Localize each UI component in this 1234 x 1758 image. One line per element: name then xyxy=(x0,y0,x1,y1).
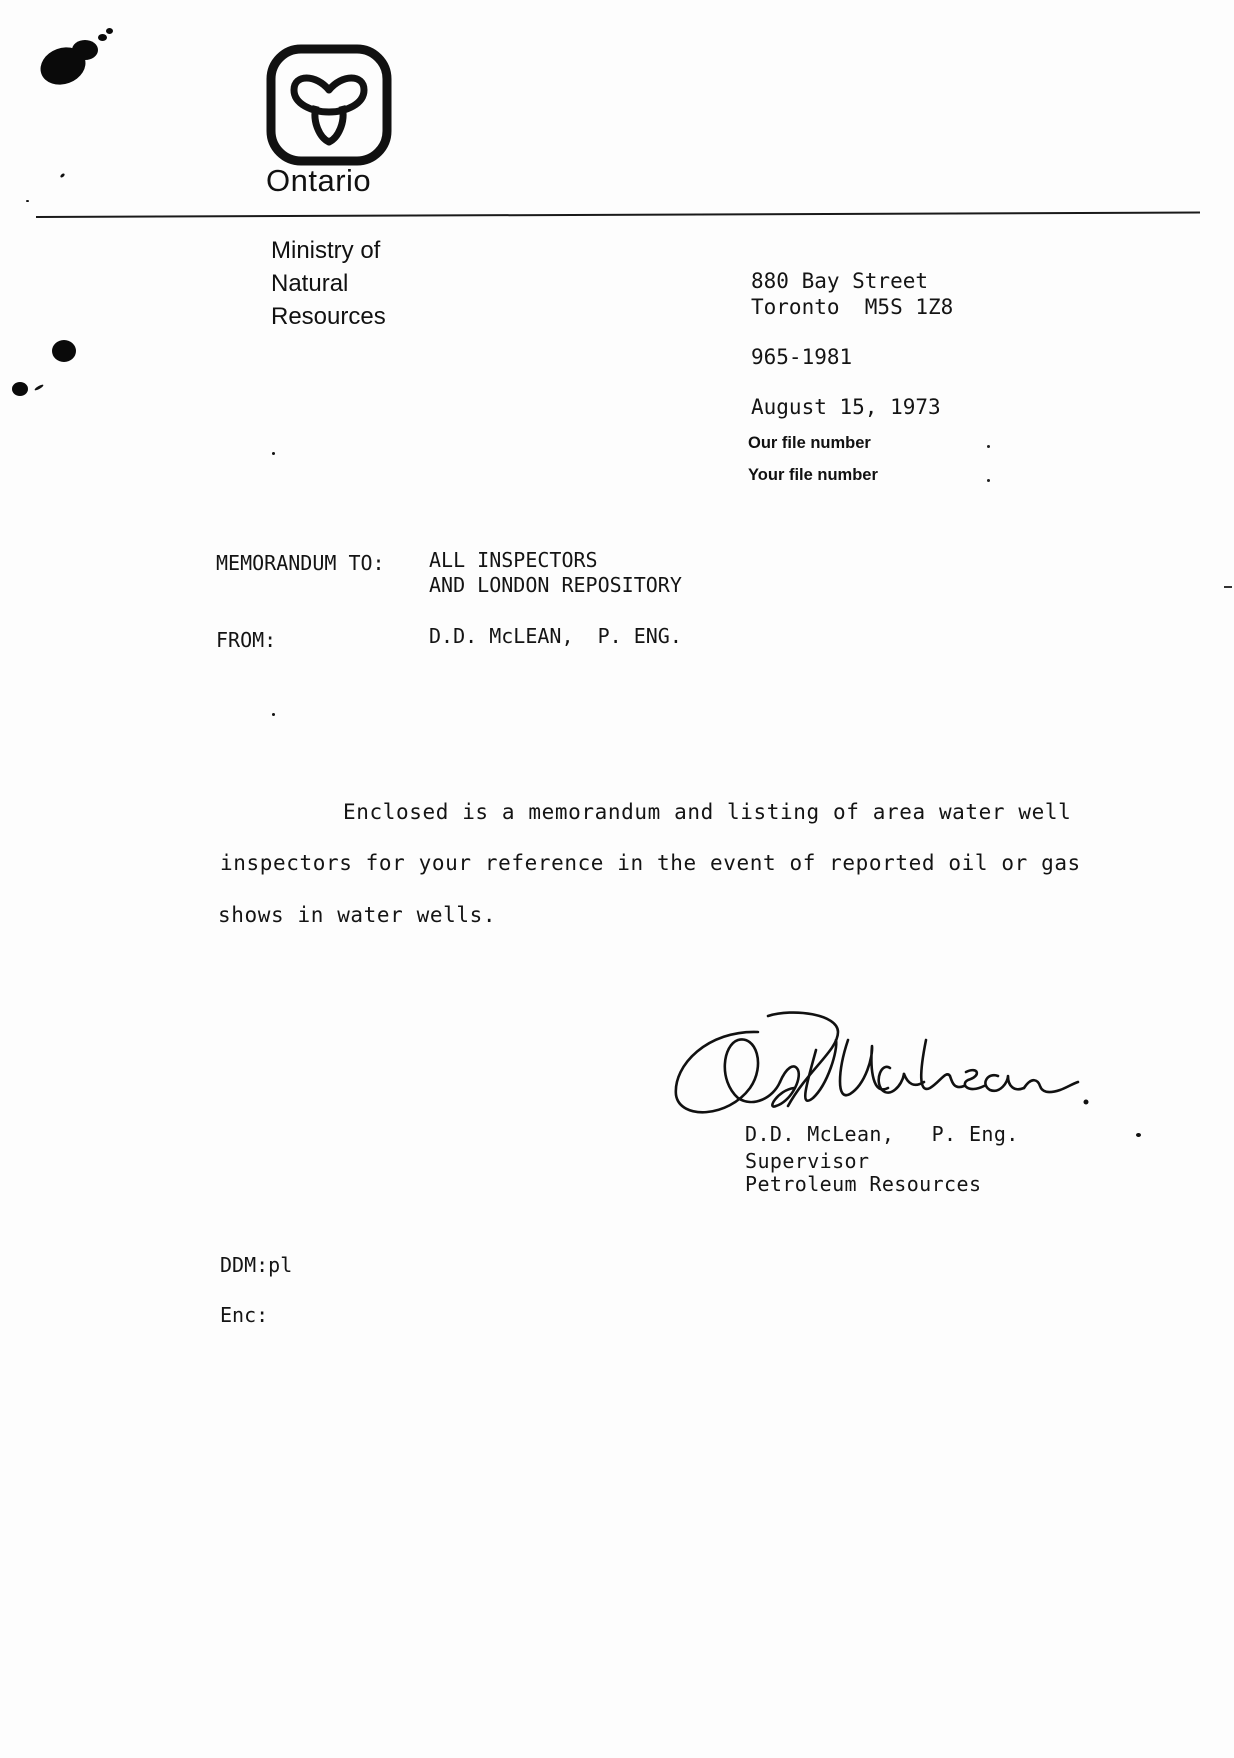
header-rule xyxy=(36,212,1200,218)
memo-from-label: FROM: xyxy=(216,628,277,652)
city-postal: Toronto M5S 1Z8 xyxy=(751,295,954,319)
body-line: inspectors for your reference in the event of reported oil or gas xyxy=(220,851,1081,875)
ink-blot xyxy=(98,34,107,41)
memo-to-label: MEMORANDUM TO: xyxy=(216,551,385,575)
ministry-line: Resources xyxy=(271,303,386,330)
our-file-number-label: Our file number xyxy=(748,434,871,452)
your-file-number-label: Your file number xyxy=(748,466,878,484)
speck xyxy=(26,200,29,202)
phone-number: 965-1981 xyxy=(751,345,853,369)
ink-blot xyxy=(12,382,28,396)
ink-blot xyxy=(72,40,98,60)
body-line: Enclosed is a memorandum and listing of area water well xyxy=(343,800,1072,824)
file-dot xyxy=(987,445,990,448)
body-line: shows in water wells. xyxy=(218,903,497,927)
speck xyxy=(272,452,275,455)
signatory-title: Supervisor xyxy=(745,1149,870,1173)
ontario-wordmark: Ontario xyxy=(266,163,372,198)
memo-to-line: ALL INSPECTORS xyxy=(429,548,598,572)
ministry-name xyxy=(271,234,386,333)
memo-from-value: D.D. McLEAN, P. ENG. xyxy=(429,624,682,648)
signatory-department: Petroleum Resources xyxy=(745,1172,982,1196)
ministry-line: Natural xyxy=(271,270,349,297)
letter-date: August 15, 1973 xyxy=(751,395,941,419)
enclosure-note: Enc: xyxy=(220,1303,269,1327)
speck xyxy=(34,384,44,392)
ontario-trillium-icon xyxy=(266,44,392,166)
ink-blot xyxy=(106,28,113,34)
speck xyxy=(272,713,275,716)
ink-blot xyxy=(52,340,76,362)
signatory-name: D.D. McLean, P. Eng. xyxy=(745,1122,1019,1146)
edge-mark xyxy=(1224,586,1232,588)
handwritten-signature xyxy=(668,1010,1148,1140)
file-dot xyxy=(987,479,990,482)
street-address: 880 Bay Street xyxy=(751,269,929,293)
ministry-line: Ministry of xyxy=(271,237,381,264)
memo-to-line: AND LONDON REPOSITORY xyxy=(429,573,682,597)
typist-initials: DDM:pl xyxy=(220,1253,293,1277)
speck xyxy=(60,173,66,179)
